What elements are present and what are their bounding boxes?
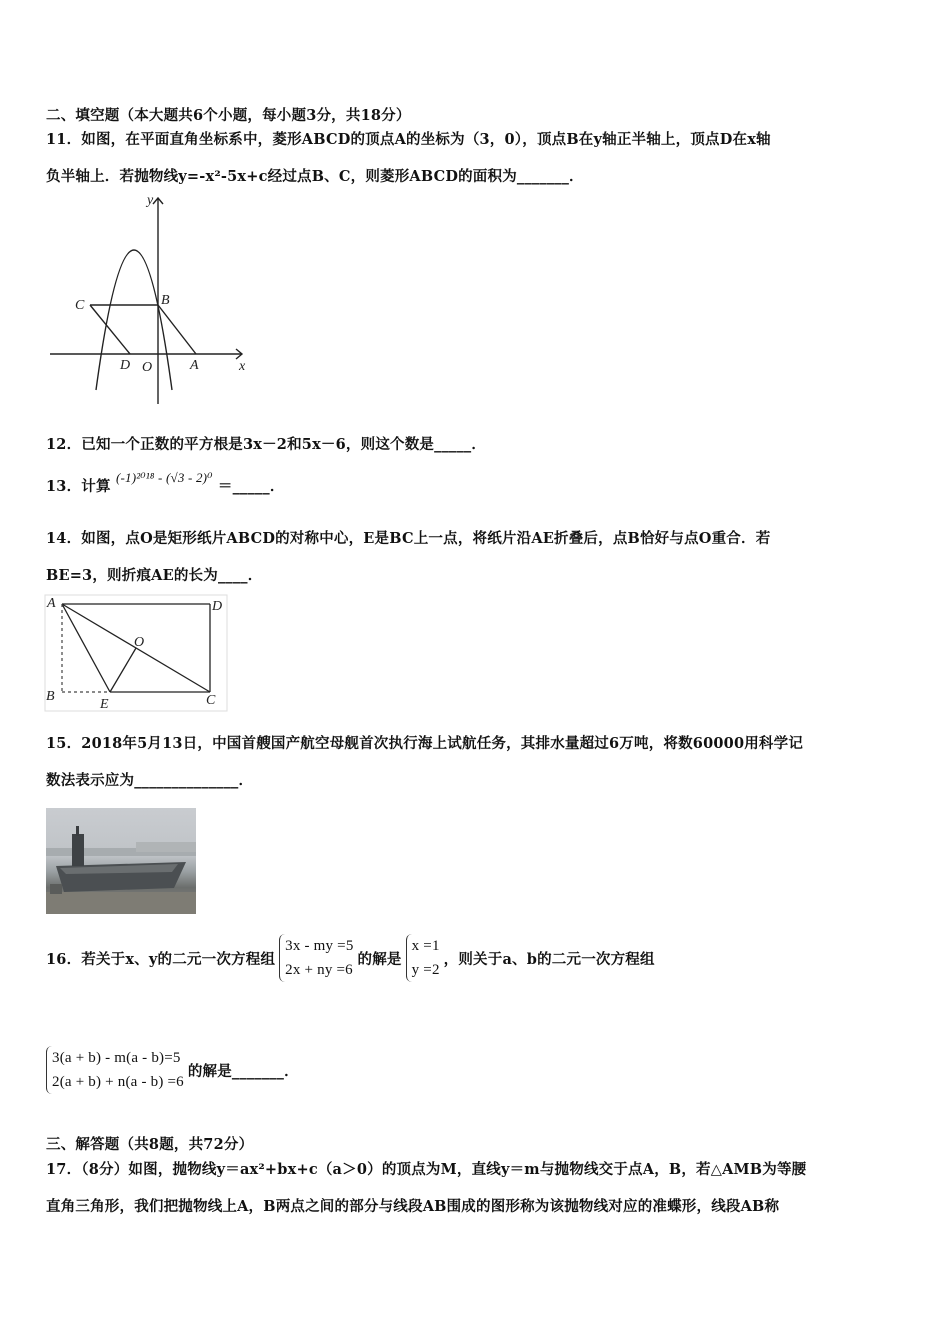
- q16-suffix: ，则关于a、b的二元一次方程组: [443, 950, 655, 968]
- q15-line2: 数法表示应为______________．: [46, 772, 254, 789]
- q12-text: 12．已知一个正数的平方根是3x－2和5x－6，则这个数是_____．: [46, 436, 487, 453]
- label-b: B: [46, 689, 55, 704]
- q11-figure: [46, 190, 256, 410]
- side-cd: [90, 305, 130, 354]
- q13-prefix: 13．计算: [46, 478, 111, 495]
- label-a: A: [190, 358, 199, 373]
- q16-sol-x: x =1: [411, 938, 440, 954]
- section2-header: 二、填空题（本大题共6个小题，每小题3分，共18分）: [46, 107, 411, 124]
- label-d: D: [120, 358, 131, 373]
- label-y: y: [147, 193, 154, 208]
- q16-sys2-eq2: 2(a + b) + n(a - b) =6: [52, 1074, 184, 1090]
- label-c: C: [75, 298, 85, 313]
- q11-line1: 11．如图，在平面直角坐标系中，菱形ABCD的顶点A的坐标为（3，0），顶点B在y轴正半轴上，顶点D在x轴: [46, 131, 771, 148]
- label-o: O: [134, 635, 145, 650]
- q16-sol-y: y =2: [411, 962, 440, 978]
- q13-suffix: ＝_____．: [217, 478, 285, 495]
- segment-eo: [110, 648, 136, 692]
- q11-line2: 负半轴上．若抛物线y=-x²-5x+c经过点B、C，则菱形ABCD的面积为_______．: [46, 168, 584, 185]
- q14-line2: BE=3，则折痕AE的长为____．: [46, 567, 263, 584]
- q13-expr: (-1)²⁰¹⁸ - (√3 - 2)⁰: [115, 470, 213, 485]
- label-a: A: [47, 596, 56, 611]
- q16-mid: 的解是: [357, 950, 402, 968]
- q16-tail: 的解是_______．: [187, 1062, 299, 1080]
- q16-sys1-eq2: 2x + ny =6: [285, 962, 353, 978]
- section3-header: 三、解答题（共8题，共72分）: [46, 1136, 254, 1153]
- crease-ae: [62, 604, 110, 692]
- q16-system2: [46, 1046, 184, 1094]
- label-d: D: [212, 599, 223, 614]
- q14-figure: [44, 594, 228, 712]
- label-c: C: [206, 693, 216, 708]
- aircraft-carrier-photo: [46, 808, 196, 914]
- label-o: O: [142, 360, 153, 375]
- q16-sys2-eq1: 3(a + b) - m(a - b)=5: [52, 1050, 181, 1066]
- side-ba: [158, 305, 196, 354]
- q16-solution: [406, 934, 440, 982]
- q16-line1: [46, 934, 655, 982]
- q17-line1: 17．（8分）如图，抛物线y＝ax²+bx+c（a＞0）的顶点为M，直线y＝m与抛物线交于点A，B，若△AMB为等腰: [46, 1161, 807, 1178]
- q16-prefix: 16．若关于x、y的二元一次方程组: [46, 950, 276, 968]
- q14-line1: 14．如图，点O是矩形纸片ABCD的对称中心，E是BC上一点，将纸片沿AE折叠后，点B恰好与点O重合．若: [46, 530, 771, 547]
- label-b: B: [161, 293, 170, 308]
- q16-sys1-eq1: 3x - my =5: [285, 938, 354, 954]
- q16-system1: [279, 934, 353, 982]
- parabola: [96, 250, 172, 390]
- label-x: x: [239, 359, 246, 374]
- q15-line1: 15．2018年5月13日，中国首艘国产航空母舰首次执行海上试航任务，其排水量超过6万吨，将数60000用科学记: [46, 735, 804, 752]
- q16-line2: [46, 1046, 299, 1094]
- q13: [46, 470, 285, 496]
- q17-line2: 直角三角形，我们把抛物线上A，B两点之间的部分与线段AB围成的图形称为该抛物线对应的准蝶形，线段AB称: [46, 1198, 780, 1215]
- label-e: E: [100, 697, 109, 712]
